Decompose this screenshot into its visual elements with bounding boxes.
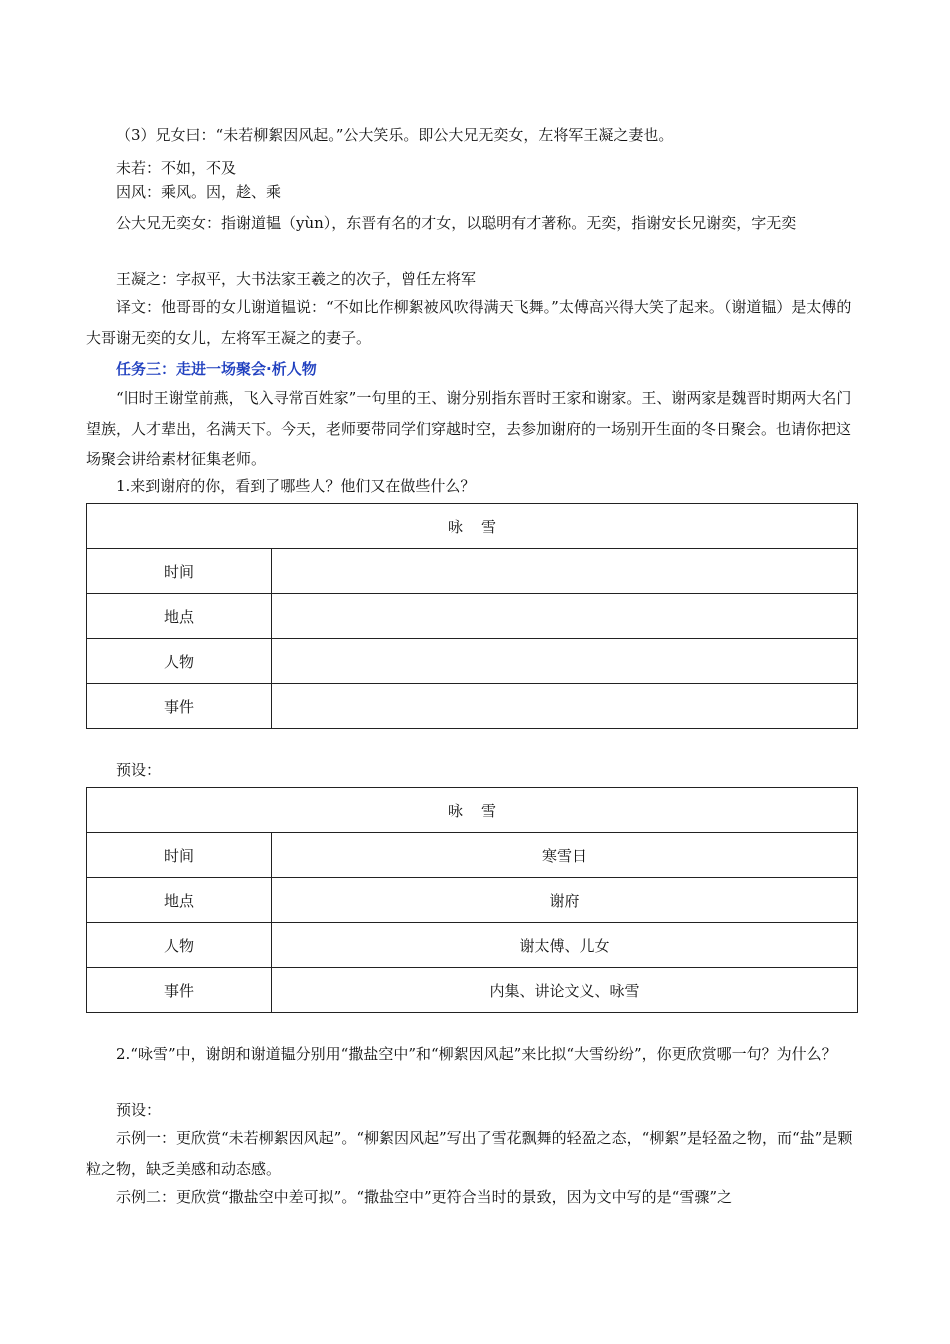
blank-label-place: 地点 — [87, 594, 272, 639]
question-2: 2.“咏雪”中，谢朗和谢道韫分别用“撒盐空中”和“柳絮因风起”来比拟“大雪纷纷”，你更欣赏哪一句？为什么？ — [116, 1045, 837, 1063]
blank-table-title: 咏雪 — [87, 504, 858, 549]
preset-label: 预设： — [116, 761, 162, 779]
answer-label-place: 地点 — [87, 878, 272, 923]
translation: 译文：他哥哥的女儿谢道韫说：“不如比作柳絮被风吹得满天飞舞。”太傅高兴得大笑了起来。（谢道韫）是太傅的大哥谢无奕的女儿，左将军王凝之的妻子。 — [86, 298, 852, 347]
note-yinfeng: 因风：乘风。因，趁、乘 — [116, 183, 282, 201]
example-1: 示例一：更欣赏“未若柳絮因风起”。“柳絮因风起”写出了雪花飘舞的轻盈之态，“柳絮”是轻盈之物，而“盐”是颗粒之物，缺乏美感和动态感。 — [86, 1129, 853, 1178]
section3-quote: （3）兄女曰：“未若柳絮因风起。”公大笑乐。即公大兄无奕女，左将军王凝之妻也。 — [116, 126, 674, 144]
blank-cell-time — [272, 549, 858, 594]
answer-table — [86, 787, 858, 1013]
blank-table — [86, 503, 858, 729]
answer-label-people: 人物 — [87, 923, 272, 968]
answer-label-event: 事件 — [87, 968, 272, 1013]
answer-label-time: 时间 — [87, 833, 272, 878]
answer-table-title: 咏雪 — [87, 788, 858, 833]
preset-label-2: 预设： — [116, 1101, 162, 1119]
answer-cell-time: 寒雪日 — [272, 833, 858, 878]
answer-cell-event: 内集、讲论文义、咏雪 — [272, 968, 858, 1013]
blank-label-event: 事件 — [87, 684, 272, 729]
task3-intro: “旧时王谢堂前燕，飞入寻常百姓家”一句里的王、谢分别指东晋时王家和谢家。王、谢两家是魏晋时期两大名门望族，人才辈出，名满天下。今天，老师要带同学们穿越时空，去参加谢府的一场别开生面的冬日聚会。也请你把这场聚会讲给素材征集老师。 — [86, 389, 852, 468]
blank-cell-event — [272, 684, 858, 729]
note-wuyi: 公大兄无奕女：指谢道韫（yùn），东晋有名的才女，以聪明有才著称。无奕，指谢安长兄谢奕，字无奕 — [116, 214, 797, 232]
question-1: 1.来到谢府的你，看到了哪些人？他们又在做些什么？ — [116, 477, 476, 495]
blank-cell-people — [272, 639, 858, 684]
answer-cell-people: 谢太傅、儿女 — [272, 923, 858, 968]
note-weiruo: 未若：不如，不及 — [116, 159, 237, 177]
blank-label-people: 人物 — [87, 639, 272, 684]
example-2: 示例二：更欣赏“撒盐空中差可拟”。“撒盐空中”更符合当时的景致，因为文中写的是“雪骤”之 — [116, 1188, 733, 1206]
answer-cell-place: 谢府 — [272, 878, 858, 923]
task3-heading: 任务三：走进一场聚会·析人物 — [116, 360, 317, 378]
blank-label-time: 时间 — [87, 549, 272, 594]
blank-cell-place — [272, 594, 858, 639]
note-wangningzhi: 王凝之：字叔平，大书法家王羲之的次子，曾任左将军 — [116, 270, 477, 288]
